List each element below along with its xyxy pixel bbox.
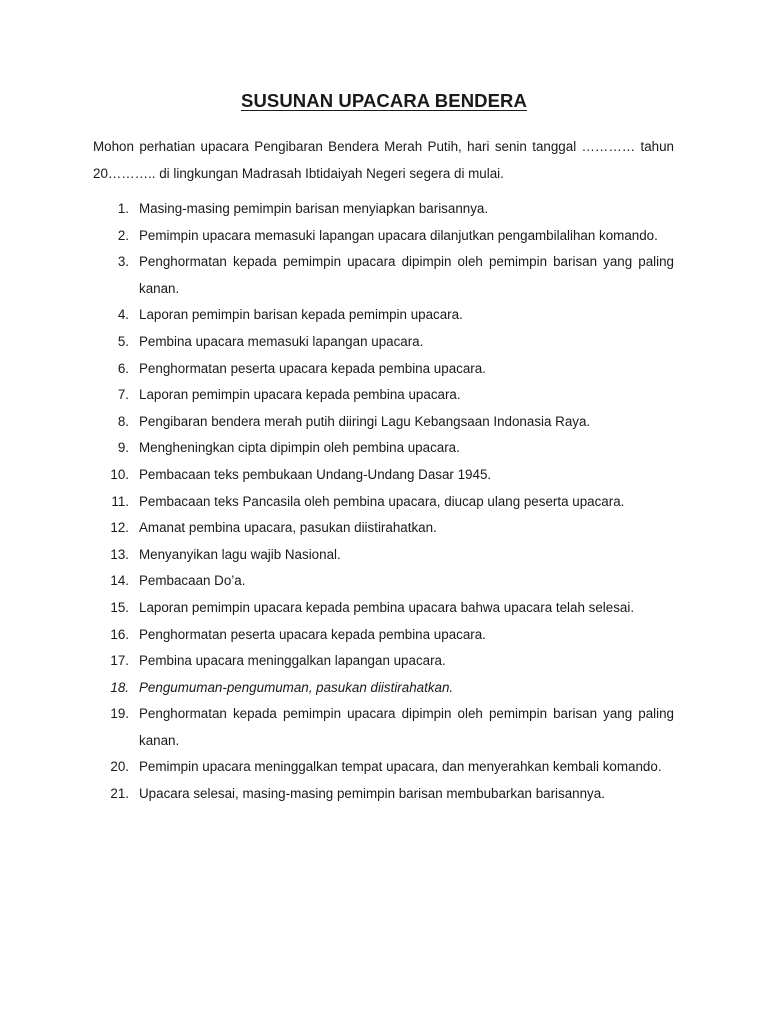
item-text: Pembacaan Do’a.: [139, 573, 246, 589]
item-number: 13.: [110, 546, 129, 562]
item-number: 1.: [117, 201, 129, 216]
item-text: Pembina upacara meninggalkan lapangan upacara.: [139, 653, 446, 669]
item-text: Pemimpin upacara memasuki lapangan upacara dilanjutkan pengambilalihan komando.: [139, 227, 658, 243]
item-number: 14.: [110, 573, 129, 589]
list-item: [93, 489, 674, 516]
list-item: [93, 568, 674, 595]
list-item: [93, 196, 674, 223]
list-item: [93, 542, 674, 569]
item-number: 12.: [110, 520, 129, 536]
item-text: Laporan pemimpin upacara kepada pembina upacara.: [139, 387, 461, 403]
list-item: [93, 781, 674, 808]
item-number: 19.: [110, 706, 129, 722]
list-item: [93, 435, 674, 462]
list-item: [93, 515, 674, 542]
list-item: [93, 754, 674, 781]
list-item: [93, 302, 674, 329]
item-text: Pengumuman-pengumuman, pasukan diistirahatkan.: [139, 679, 454, 695]
item-number: 2.: [117, 227, 129, 243]
item-number: 3.: [117, 254, 129, 270]
item-number: 5.: [117, 333, 129, 349]
document-title: SUSUNAN UPACARA BENDERA: [241, 90, 527, 111]
item-number: 7.: [117, 387, 129, 403]
intro-paragraph: Mohon perhatian upacara Pengibaran Bendera Merah Putih, hari senin tanggal ………… tahun 20……….. di lingkungan Madrasah Ibtidaiyah Negeri segera di mulai.: [93, 139, 674, 181]
item-number: 8.: [117, 413, 129, 429]
list-item: [93, 622, 674, 649]
item-text: Mengheningkan cipta dipimpin oleh pembina upacara.: [139, 440, 460, 456]
list-item: [93, 462, 674, 489]
item-text: Pembina upacara memasuki lapangan upacara.: [139, 333, 424, 349]
item-text: Pembacaan teks pembukaan Undang-Undang Dasar 1945.: [139, 466, 492, 482]
item-text: Penghormatan kepada pemimpin upacara dipimpin oleh pemimpin barisan yang paling kanan.: [139, 254, 674, 296]
item-number: 18.: [110, 679, 129, 695]
item-text: Masing-masing pemimpin barisan menyiapkan barisannya.: [139, 201, 489, 216]
item-text: Penghormatan kepada pemimpin upacara dipimpin oleh pemimpin barisan yang paling kanan.: [139, 706, 674, 748]
item-number: 6.: [117, 360, 129, 376]
item-text: Pengibaran bendera merah putih diiringi Lagu Kebangsaan Indonasia Raya.: [139, 413, 591, 429]
list-item: [93, 701, 674, 754]
list-item: [93, 675, 674, 702]
item-text: Amanat pembina upacara, pasukan diistirahatkan.: [139, 520, 437, 536]
item-number: 20.: [110, 759, 129, 775]
item-text: Upacara selesai, masing-masing pemimpin barisan membubarkan barisannya.: [139, 786, 605, 802]
item-text: Pemimpin upacara meninggalkan tempat upacara, dan menyerahkan kembali komando.: [139, 759, 662, 775]
item-number: 17.: [110, 653, 129, 669]
item-number: 21.: [110, 786, 129, 802]
item-text: Pembacaan teks Pancasila oleh pembina upacara, diucap ulang peserta upacara.: [139, 493, 625, 509]
item-text: Menyanyikan lagu wajib Nasional.: [139, 546, 341, 562]
list-item: [93, 356, 674, 383]
item-number: 4.: [117, 307, 129, 323]
item-text: Laporan pemimpin upacara kepada pembina upacara bahwa upacara telah selesai.: [139, 599, 635, 615]
item-text: Penghormatan peserta upacara kepada pembina upacara.: [139, 360, 486, 376]
list-item: [93, 249, 674, 302]
list-item: [93, 595, 674, 622]
item-text: Penghormatan peserta upacara kepada pembina upacara.: [139, 626, 486, 642]
item-text: Laporan pemimpin barisan kepada pemimpin upacara.: [139, 307, 463, 323]
list-item: [93, 329, 674, 356]
item-number: 11.: [111, 493, 129, 509]
list-item: [93, 223, 674, 250]
item-number: 10.: [110, 466, 129, 482]
list-item: [93, 409, 674, 436]
list-item: [93, 648, 674, 675]
ceremony-order-list: [93, 196, 674, 808]
list-item: [93, 382, 674, 409]
item-number: 9.: [117, 440, 129, 456]
item-number: 15.: [110, 599, 129, 615]
item-number: 16.: [110, 626, 129, 642]
